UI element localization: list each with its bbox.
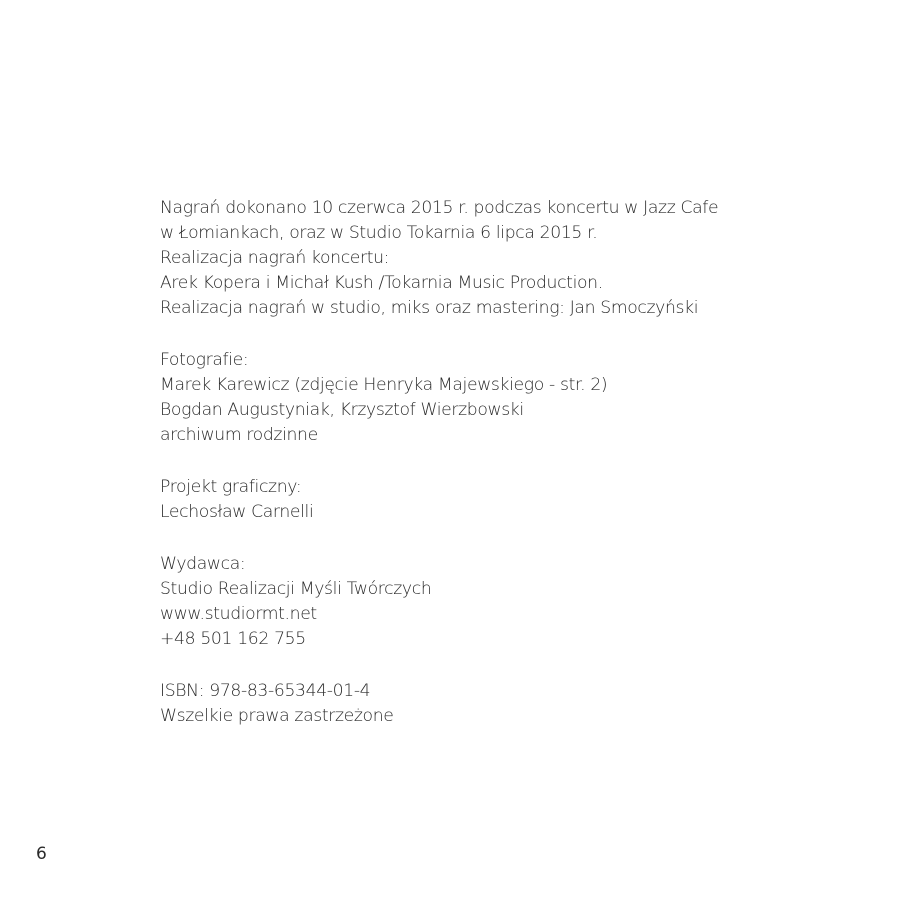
isbn-line: ISBN: 978-83-65344-01-4: [160, 681, 371, 701]
design-line: Projekt graficzny:: [160, 477, 302, 497]
publisher-website: www.studiormt.net: [160, 604, 317, 624]
design-credits: [160, 475, 860, 525]
rights-info: [160, 679, 860, 729]
publisher-line: Wydawca:: [160, 554, 246, 574]
recording-line: Arek Kopera i Michał Kush /Tokarnia Music Production.: [160, 273, 603, 293]
rights-line: Wszelkie prawa zastrzeżone: [160, 706, 394, 726]
publisher-phone: +48 501 162 755: [160, 629, 306, 649]
credits-text: [160, 196, 860, 756]
photo-line: Bogdan Augustyniak, Krzysztof Wierzbowski: [160, 400, 524, 420]
photo-credits: [160, 348, 860, 448]
design-line: Lechosław Carnelli: [160, 502, 314, 522]
recording-line: w Łomiankach, oraz w Studio Tokarnia 6 lipca 2015 r.: [160, 223, 598, 243]
page-number: 6: [36, 844, 47, 864]
recording-line: Nagrań dokonano 10 czerwca 2015 r. podczas koncertu w Jazz Cafe: [160, 198, 719, 218]
photo-line: Marek Karewicz (zdjęcie Henryka Majewskiego - str. 2): [160, 375, 608, 395]
recording-line: Realizacja nagrań koncertu:: [160, 248, 390, 268]
recording-credits: [160, 196, 860, 321]
publisher-line: Studio Realizacji Myśli Twórczych: [160, 579, 432, 599]
publisher-info: [160, 552, 860, 652]
photo-line: archiwum rodzinne: [160, 425, 318, 445]
recording-line: Realizacja nagrań w studio, miks oraz mastering: Jan Smoczyński: [160, 298, 699, 318]
photo-line: Fotografie:: [160, 350, 249, 370]
